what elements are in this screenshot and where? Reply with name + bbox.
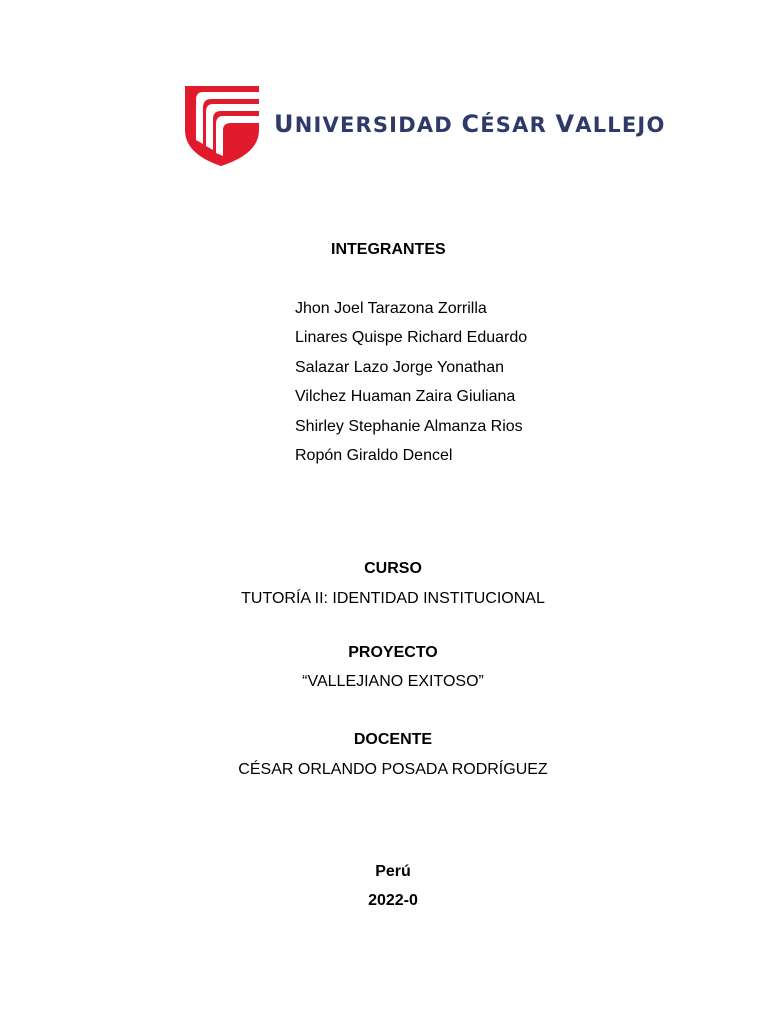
member-name: Shirley Stephanie Almanza Rios [295, 417, 523, 435]
country: Perú [375, 863, 411, 880]
project-name: “VALLEJIANO EXITOSO” [302, 673, 484, 690]
teacher-heading: DOCENTE [353, 731, 433, 748]
member-name: Ropón Giraldo Dencel [295, 446, 453, 464]
course-name: TUTORÍA II: IDENTIDAD INSTITUCIONAL [241, 590, 545, 607]
member-name: Vilchez Huaman Zaira Giuliana [295, 388, 516, 406]
members-heading: INTEGRANTES [331, 241, 446, 258]
university-shield-icon [183, 84, 261, 168]
university-logo [183, 84, 666, 170]
project-heading: PROYECTO [348, 644, 438, 661]
member-name: Salazar Lazo Jorge Yonathan [295, 358, 505, 376]
member-name: Linares Quispe Richard Eduardo [295, 329, 528, 347]
course-heading: CURSO [364, 560, 422, 577]
academic-period: 2022-0 [368, 892, 418, 909]
member-name: Jhon Joel Tarazona Zorrilla [295, 300, 487, 317]
university-name: UNIVERSIDAD CÉSAR VALLEJO [274, 110, 666, 138]
members-list [295, 298, 527, 474]
teacher-name: CÉSAR ORLANDO POSADA RODRÍGUEZ [238, 761, 548, 778]
